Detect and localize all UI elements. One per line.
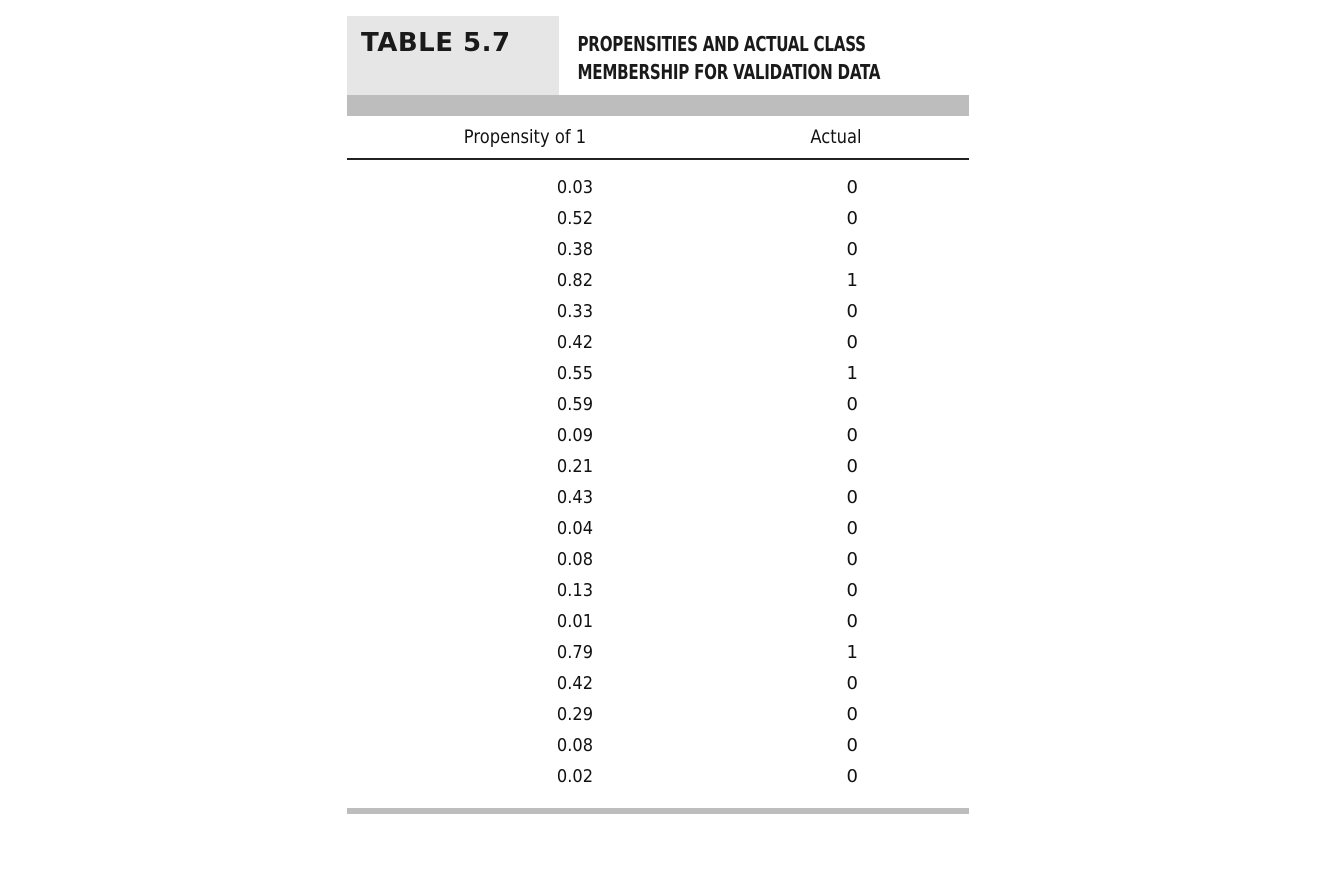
cell-propensity: 0.02 — [556, 766, 593, 787]
table-row — [347, 606, 969, 637]
cell-actual: 0 — [846, 611, 858, 632]
cell-actual: 0 — [846, 580, 858, 601]
column-header-propensity: Propensity of 1 — [463, 126, 587, 148]
table-row — [347, 513, 969, 544]
cell-actual: 0 — [846, 332, 858, 353]
table-row — [347, 761, 969, 792]
cell-actual: 0 — [846, 456, 858, 477]
table-row — [347, 699, 969, 730]
cell-actual: 0 — [846, 177, 858, 198]
cell-propensity: 0.42 — [556, 332, 593, 353]
cell-propensity: 0.29 — [556, 704, 593, 725]
cell-propensity: 0.82 — [556, 270, 593, 291]
table-title-line-1: PROPENSITIES AND ACTUAL CLASS — [577, 32, 866, 56]
cell-actual: 0 — [846, 766, 858, 787]
table-row — [347, 482, 969, 513]
cell-propensity: 0.21 — [556, 456, 593, 477]
table-row — [347, 203, 969, 234]
cell-propensity: 0.59 — [556, 394, 593, 415]
table-row — [347, 575, 969, 606]
table-body — [347, 160, 969, 792]
table-row — [347, 172, 969, 203]
table-number-label: TABLE 5.7 — [347, 16, 559, 95]
cell-propensity: 0.08 — [556, 549, 593, 570]
cell-actual: 0 — [846, 487, 858, 508]
table-title — [559, 16, 903, 95]
cell-actual: 0 — [846, 735, 858, 756]
table-row — [347, 265, 969, 296]
header-divider-band — [347, 95, 969, 116]
cell-propensity: 0.55 — [556, 363, 593, 384]
cell-actual: 1 — [846, 363, 858, 384]
cell-propensity: 0.01 — [556, 611, 593, 632]
cell-propensity: 0.03 — [556, 177, 593, 198]
table-bottom-rule — [347, 808, 969, 814]
cell-propensity: 0.43 — [556, 487, 593, 508]
cell-propensity: 0.38 — [556, 239, 593, 260]
cell-actual: 1 — [846, 270, 858, 291]
cell-propensity: 0.04 — [556, 518, 593, 539]
cell-actual: 0 — [846, 704, 858, 725]
cell-actual: 0 — [846, 518, 858, 539]
cell-actual: 0 — [846, 239, 858, 260]
table-row — [347, 420, 969, 451]
table-row — [347, 296, 969, 327]
cell-actual: 0 — [846, 549, 858, 570]
column-header-actual: Actual — [810, 126, 862, 148]
table-row — [347, 389, 969, 420]
table-row — [347, 451, 969, 482]
table-title-line-2: MEMBERSHIP FOR VALIDATION DATA — [577, 60, 881, 84]
cell-actual: 0 — [846, 208, 858, 229]
cell-propensity: 0.42 — [556, 673, 593, 694]
cell-actual: 1 — [846, 642, 858, 663]
cell-propensity: 0.08 — [556, 735, 593, 756]
column-headers — [347, 116, 969, 160]
table-row — [347, 730, 969, 761]
cell-propensity: 0.52 — [556, 208, 593, 229]
cell-actual: 0 — [846, 394, 858, 415]
cell-actual: 0 — [846, 425, 858, 446]
table-row — [347, 327, 969, 358]
table-row — [347, 637, 969, 668]
cell-propensity: 0.13 — [556, 580, 593, 601]
cell-actual: 0 — [846, 673, 858, 694]
data-table — [347, 16, 969, 814]
table-row — [347, 668, 969, 699]
table-header — [347, 16, 969, 95]
cell-propensity: 0.33 — [556, 301, 593, 322]
table-row — [347, 358, 969, 389]
cell-propensity: 0.79 — [556, 642, 593, 663]
table-row — [347, 544, 969, 575]
cell-propensity: 0.09 — [556, 425, 593, 446]
cell-actual: 0 — [846, 301, 858, 322]
table-row — [347, 234, 969, 265]
